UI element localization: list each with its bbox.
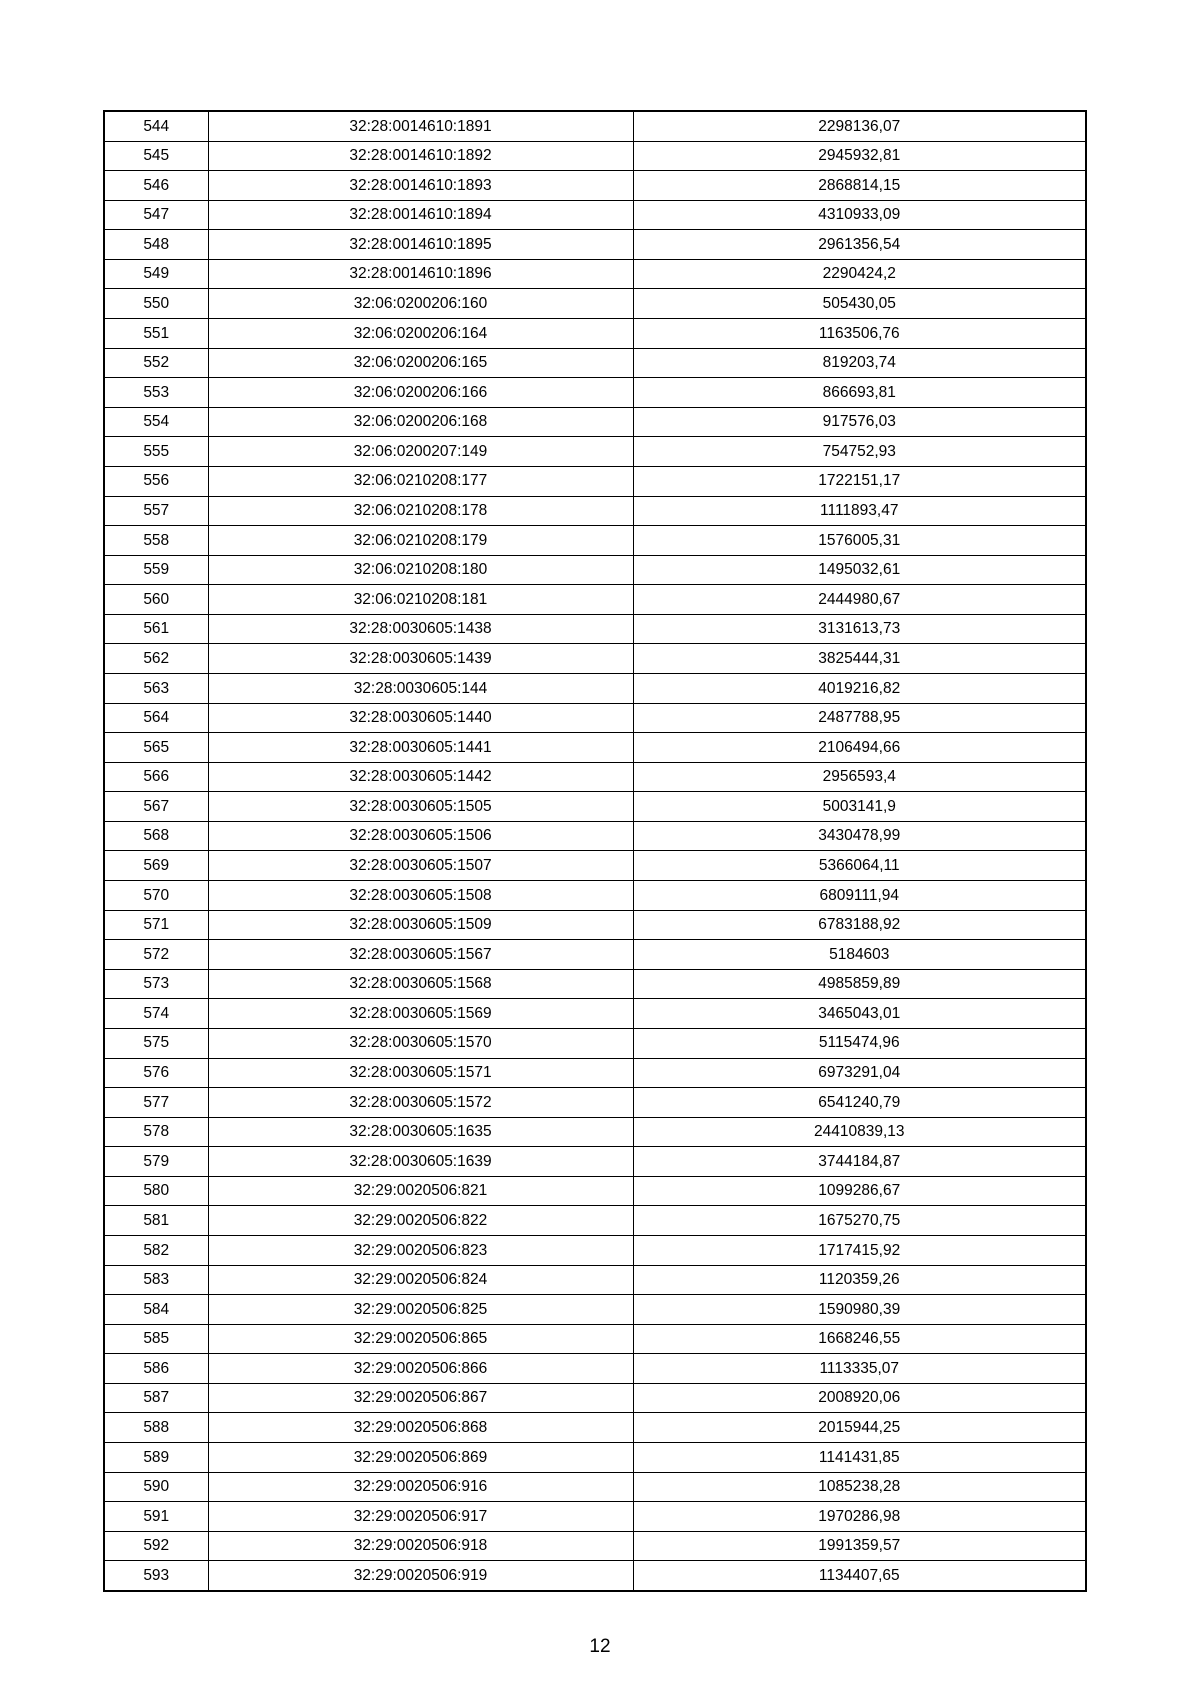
page-number: 12 (589, 1636, 611, 1657)
cadastral-number-cell: 32:29:0020506:823 (208, 1235, 633, 1265)
table-row (104, 792, 1086, 822)
table-row (104, 1058, 1086, 1088)
row-number-cell: 572 (104, 940, 208, 970)
cadastral-value-cell: 6783188,92 (633, 910, 1086, 940)
cadastral-number-cell: 32:28:0030605:1567 (208, 940, 633, 970)
cadastral-value-cell: 1113335,07 (633, 1354, 1086, 1384)
cadastral-value-cell: 3744184,87 (633, 1147, 1086, 1177)
table-row (104, 111, 1086, 141)
row-number-cell: 564 (104, 703, 208, 733)
table-row (104, 1324, 1086, 1354)
row-number-cell: 551 (104, 319, 208, 349)
cadastral-value-cell: 2015944,25 (633, 1413, 1086, 1443)
table-row (104, 910, 1086, 940)
cadastral-number-cell: 32:28:0014610:1893 (208, 171, 633, 201)
cadastral-number-cell: 32:29:0020506:865 (208, 1324, 633, 1354)
table-row (104, 1383, 1086, 1413)
cadastral-number-cell: 32:28:0030605:1442 (208, 762, 633, 792)
table-row (104, 1028, 1086, 1058)
table-row (104, 230, 1086, 260)
table-row (104, 1354, 1086, 1384)
cadastral-value-cell: 2868814,15 (633, 171, 1086, 201)
cadastral-value-table (103, 110, 1087, 1592)
cadastral-value-cell: 2106494,66 (633, 733, 1086, 763)
table-row (104, 319, 1086, 349)
table-row (104, 1531, 1086, 1561)
cadastral-number-cell: 32:29:0020506:916 (208, 1472, 633, 1502)
row-number-cell: 565 (104, 733, 208, 763)
row-number-cell: 558 (104, 526, 208, 556)
cadastral-value-cell: 3825444,31 (633, 644, 1086, 674)
cadastral-value-cell: 2487788,95 (633, 703, 1086, 733)
cadastral-value-cell: 2290424,2 (633, 259, 1086, 289)
table-row (104, 141, 1086, 171)
cadastral-number-cell: 32:28:0030605:1441 (208, 733, 633, 763)
row-number-cell: 552 (104, 348, 208, 378)
cadastral-number-cell: 32:28:0014610:1896 (208, 259, 633, 289)
cadastral-value-cell: 1495032,61 (633, 555, 1086, 585)
table-row (104, 1235, 1086, 1265)
table-row (104, 259, 1086, 289)
cadastral-number-cell: 32:28:0014610:1895 (208, 230, 633, 260)
cadastral-value-cell: 1717415,92 (633, 1235, 1086, 1265)
table-row (104, 673, 1086, 703)
table-row (104, 378, 1086, 408)
cadastral-value-cell: 2961356,54 (633, 230, 1086, 260)
row-number-cell: 593 (104, 1561, 208, 1591)
cadastral-value-cell: 1991359,57 (633, 1531, 1086, 1561)
row-number-cell: 571 (104, 910, 208, 940)
cadastral-number-cell: 32:06:0200206:168 (208, 407, 633, 437)
cadastral-value-cell: 5003141,9 (633, 792, 1086, 822)
cadastral-value-cell: 6541240,79 (633, 1088, 1086, 1118)
table-row (104, 762, 1086, 792)
cadastral-value-cell: 1668246,55 (633, 1324, 1086, 1354)
cadastral-number-cell: 32:06:0200207:149 (208, 437, 633, 467)
table-row (104, 1413, 1086, 1443)
cadastral-value-cell: 505430,05 (633, 289, 1086, 319)
cadastral-value-cell: 24410839,13 (633, 1117, 1086, 1147)
table-row (104, 171, 1086, 201)
cadastral-number-cell: 32:28:0030605:1507 (208, 851, 633, 881)
cadastral-number-cell: 32:28:0030605:1572 (208, 1088, 633, 1118)
row-number-cell: 586 (104, 1354, 208, 1384)
row-number-cell: 556 (104, 466, 208, 496)
cadastral-number-cell: 32:06:0200206:160 (208, 289, 633, 319)
row-number-cell: 576 (104, 1058, 208, 1088)
cadastral-value-cell: 3465043,01 (633, 999, 1086, 1029)
cadastral-number-cell: 32:06:0200206:165 (208, 348, 633, 378)
table-row (104, 1117, 1086, 1147)
table-row (104, 1206, 1086, 1236)
row-number-cell: 592 (104, 1531, 208, 1561)
cadastral-number-cell: 32:29:0020506:918 (208, 1531, 633, 1561)
cadastral-number-cell: 32:06:0200206:166 (208, 378, 633, 408)
cadastral-value-cell: 2444980,67 (633, 585, 1086, 615)
table-row (104, 1147, 1086, 1177)
cadastral-value-cell: 2945932,81 (633, 141, 1086, 171)
row-number-cell: 583 (104, 1265, 208, 1295)
row-number-cell: 575 (104, 1028, 208, 1058)
row-number-cell: 559 (104, 555, 208, 585)
table-row (104, 437, 1086, 467)
cadastral-number-cell: 32:29:0020506:822 (208, 1206, 633, 1236)
cadastral-number-cell: 32:28:0030605:1571 (208, 1058, 633, 1088)
cadastral-value-cell: 866693,81 (633, 378, 1086, 408)
row-number-cell: 578 (104, 1117, 208, 1147)
cadastral-number-cell: 32:28:0030605:1440 (208, 703, 633, 733)
row-number-cell: 579 (104, 1147, 208, 1177)
row-number-cell: 590 (104, 1472, 208, 1502)
table-row (104, 555, 1086, 585)
cadastral-number-cell: 32:28:0030605:1508 (208, 881, 633, 911)
table-row (104, 526, 1086, 556)
row-number-cell: 566 (104, 762, 208, 792)
row-number-cell: 584 (104, 1295, 208, 1325)
cadastral-value-cell: 1141431,85 (633, 1443, 1086, 1473)
row-number-cell: 545 (104, 141, 208, 171)
table-row (104, 940, 1086, 970)
table-row (104, 851, 1086, 881)
cadastral-number-cell: 32:29:0020506:919 (208, 1561, 633, 1591)
cadastral-value-cell: 1134407,65 (633, 1561, 1086, 1591)
row-number-cell: 589 (104, 1443, 208, 1473)
table-row (104, 1088, 1086, 1118)
table-row (104, 881, 1086, 911)
cadastral-value-cell: 3131613,73 (633, 614, 1086, 644)
row-number-cell: 567 (104, 792, 208, 822)
cadastral-number-cell: 32:28:0030605:1570 (208, 1028, 633, 1058)
row-number-cell: 548 (104, 230, 208, 260)
cadastral-number-cell: 32:28:0030605:1509 (208, 910, 633, 940)
row-number-cell: 581 (104, 1206, 208, 1236)
cadastral-value-cell: 1085238,28 (633, 1472, 1086, 1502)
row-number-cell: 577 (104, 1088, 208, 1118)
row-number-cell: 568 (104, 821, 208, 851)
table-row (104, 1295, 1086, 1325)
table-row (104, 407, 1086, 437)
row-number-cell: 580 (104, 1176, 208, 1206)
cadastral-value-cell: 1111893,47 (633, 496, 1086, 526)
cadastral-value-cell: 2008920,06 (633, 1383, 1086, 1413)
cadastral-number-cell: 32:06:0210208:179 (208, 526, 633, 556)
row-number-cell: 560 (104, 585, 208, 615)
row-number-cell: 550 (104, 289, 208, 319)
cadastral-number-cell: 32:29:0020506:824 (208, 1265, 633, 1295)
cadastral-number-cell: 32:06:0210208:178 (208, 496, 633, 526)
cadastral-number-cell: 32:29:0020506:917 (208, 1502, 633, 1532)
cadastral-number-cell: 32:29:0020506:866 (208, 1354, 633, 1384)
row-number-cell: 591 (104, 1502, 208, 1532)
table-row (104, 703, 1086, 733)
row-number-cell: 554 (104, 407, 208, 437)
table-row (104, 289, 1086, 319)
table-row (104, 348, 1086, 378)
cadastral-value-cell: 1163506,76 (633, 319, 1086, 349)
cadastral-value-cell: 1099286,67 (633, 1176, 1086, 1206)
row-number-cell: 573 (104, 969, 208, 999)
cadastral-value-cell: 754752,93 (633, 437, 1086, 467)
table-row (104, 1502, 1086, 1532)
row-number-cell: 544 (104, 111, 208, 141)
table-row (104, 644, 1086, 674)
table-body (104, 111, 1086, 1591)
cadastral-number-cell: 32:28:0014610:1892 (208, 141, 633, 171)
row-number-cell: 569 (104, 851, 208, 881)
cadastral-value-cell: 4019216,82 (633, 673, 1086, 703)
cadastral-value-cell: 819203,74 (633, 348, 1086, 378)
table-row (104, 821, 1086, 851)
table-row (104, 1443, 1086, 1473)
cadastral-value-cell: 2956593,4 (633, 762, 1086, 792)
row-number-cell: 563 (104, 673, 208, 703)
cadastral-number-cell: 32:28:0030605:1639 (208, 1147, 633, 1177)
row-number-cell: 588 (104, 1413, 208, 1443)
row-number-cell: 562 (104, 644, 208, 674)
table-row (104, 999, 1086, 1029)
table-row (104, 200, 1086, 230)
cadastral-value-cell: 4310933,09 (633, 200, 1086, 230)
cadastral-value-cell: 1722151,17 (633, 466, 1086, 496)
cadastral-value-cell: 5184603 (633, 940, 1086, 970)
cadastral-number-cell: 32:06:0210208:177 (208, 466, 633, 496)
cadastral-number-cell: 32:29:0020506:867 (208, 1383, 633, 1413)
row-number-cell: 570 (104, 881, 208, 911)
cadastral-number-cell: 32:28:0030605:1439 (208, 644, 633, 674)
cadastral-number-cell: 32:29:0020506:821 (208, 1176, 633, 1206)
cadastral-number-cell: 32:28:0030605:1506 (208, 821, 633, 851)
table-row (104, 1561, 1086, 1591)
row-number-cell: 557 (104, 496, 208, 526)
cadastral-number-cell: 32:29:0020506:869 (208, 1443, 633, 1473)
cadastral-number-cell: 32:29:0020506:868 (208, 1413, 633, 1443)
table-row (104, 969, 1086, 999)
row-number-cell: 555 (104, 437, 208, 467)
table-row (104, 733, 1086, 763)
cadastral-number-cell: 32:06:0210208:180 (208, 555, 633, 585)
cadastral-value-cell: 6973291,04 (633, 1058, 1086, 1088)
cadastral-number-cell: 32:28:0030605:144 (208, 673, 633, 703)
cadastral-value-cell: 1675270,75 (633, 1206, 1086, 1236)
row-number-cell: 574 (104, 999, 208, 1029)
cadastral-number-cell: 32:28:0030605:1568 (208, 969, 633, 999)
row-number-cell: 549 (104, 259, 208, 289)
cadastral-value-cell: 4985859,89 (633, 969, 1086, 999)
table-row (104, 496, 1086, 526)
row-number-cell: 561 (104, 614, 208, 644)
cadastral-value-cell: 6809111,94 (633, 881, 1086, 911)
cadastral-number-cell: 32:28:0030605:1505 (208, 792, 633, 822)
table-row (104, 1265, 1086, 1295)
row-number-cell: 582 (104, 1235, 208, 1265)
cadastral-number-cell: 32:28:0014610:1891 (208, 111, 633, 141)
cadastral-value-cell: 1970286,98 (633, 1502, 1086, 1532)
cadastral-number-cell: 32:06:0210208:181 (208, 585, 633, 615)
cadastral-value-cell: 3430478,99 (633, 821, 1086, 851)
cadastral-number-cell: 32:06:0200206:164 (208, 319, 633, 349)
cadastral-value-cell: 1590980,39 (633, 1295, 1086, 1325)
cadastral-number-cell: 32:28:0030605:1569 (208, 999, 633, 1029)
cadastral-value-cell: 1576005,31 (633, 526, 1086, 556)
row-number-cell: 587 (104, 1383, 208, 1413)
cadastral-value-cell: 5115474,96 (633, 1028, 1086, 1058)
table-row (104, 585, 1086, 615)
row-number-cell: 547 (104, 200, 208, 230)
cadastral-value-cell: 2298136,07 (633, 111, 1086, 141)
cadastral-value-cell: 5366064,11 (633, 851, 1086, 881)
cadastral-value-cell: 917576,03 (633, 407, 1086, 437)
cadastral-number-cell: 32:29:0020506:825 (208, 1295, 633, 1325)
cadastral-number-cell: 32:28:0030605:1438 (208, 614, 633, 644)
cadastral-number-cell: 32:28:0030605:1635 (208, 1117, 633, 1147)
table-row (104, 466, 1086, 496)
cadastral-number-cell: 32:28:0014610:1894 (208, 200, 633, 230)
cadastral-value-cell: 1120359,26 (633, 1265, 1086, 1295)
table-row (104, 614, 1086, 644)
row-number-cell: 585 (104, 1324, 208, 1354)
row-number-cell: 553 (104, 378, 208, 408)
table-row (104, 1472, 1086, 1502)
row-number-cell: 546 (104, 171, 208, 201)
table-row (104, 1176, 1086, 1206)
